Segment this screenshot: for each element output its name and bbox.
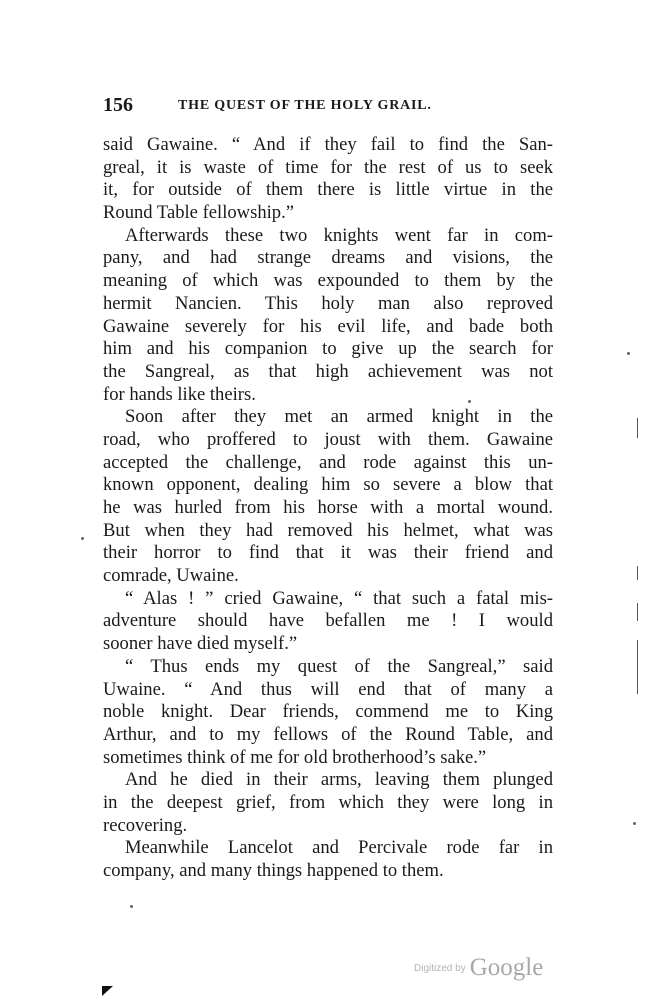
text-line: road, who proffered to joust with them. Gawaine: [103, 428, 553, 450]
speck: [130, 905, 133, 908]
page-number: 156: [103, 94, 133, 116]
body-text: [103, 134, 553, 883]
text-line: But when they had removed his helmet, what was: [103, 519, 553, 541]
text-line: “ Alas ! ” cried Gawaine, “ that such a fatal mis-: [125, 587, 553, 609]
text-line: sometimes think of me for old brotherhood’s sake.”: [103, 746, 487, 768]
text-line: Uwaine. “ And thus will end that of many a: [103, 678, 553, 700]
text-line: recovering.: [103, 814, 188, 836]
speck: [627, 352, 630, 355]
text-line: Round Table fellowship.”: [103, 202, 294, 224]
text-line: he was hurled from his horse with a mortal wound.: [103, 497, 553, 518]
text-line: him and his companion to give up the search for: [103, 338, 553, 360]
text-line: Gawaine severely for his evil life, and bade both: [103, 315, 553, 337]
text-line: pany, and had strange dreams and visions, the: [103, 247, 553, 269]
text-line: known opponent, dealing him so severe a blow that: [103, 474, 553, 496]
speck: [81, 537, 84, 540]
text-line: accepted the challenge, and rode against this un-: [103, 451, 553, 473]
margin-mark: [637, 566, 638, 580]
text-line: said Gawaine. “ And if they fail to find the San-: [103, 134, 553, 155]
text-line: the Sangreal, as that high achievement was not: [103, 360, 553, 382]
margin-mark: [637, 603, 638, 621]
speck: [633, 822, 636, 825]
margin-mark: [637, 418, 638, 438]
text-line: it, for outside of them there is little virtue in the: [103, 179, 553, 201]
google-logo: Google: [469, 954, 544, 981]
text-line: in the deepest grief, from which they were long in: [103, 791, 553, 813]
text-line: company, and many things happened to them.: [103, 860, 444, 881]
page-header: [103, 94, 553, 118]
text-line: hermit Nancien. This holy man also reproved: [103, 292, 553, 314]
digitized-by-google-watermark: [414, 954, 543, 982]
text-line: sooner have died myself.”: [103, 633, 298, 655]
text-line: And he died in their arms, leaving them plunged: [125, 769, 553, 791]
text-line: for hands like theirs.: [103, 383, 256, 405]
watermark-prefix: Digitized by: [414, 963, 466, 974]
running-title: THE QUEST OF THE HOLY GRAIL.: [178, 98, 432, 113]
text-line: Meanwhile Lancelot and Percivale rode far in: [125, 837, 553, 859]
text-line: “ Thus ends my quest of the Sangreal,” said: [125, 655, 553, 677]
text-line: Afterwards these two knights went far in com-: [125, 224, 553, 246]
text-line: Soon after they met an armed knight in the: [125, 406, 553, 428]
text-line: Arthur, and to my fellows of the Round Table, and: [103, 723, 553, 745]
text-line: adventure should have befallen me ! I would: [103, 610, 553, 632]
margin-mark: [637, 640, 638, 694]
text-line: noble knight. Dear friends, commend me to King: [103, 701, 553, 723]
text-line: greal, it is waste of time for the rest of us to seek: [103, 156, 553, 178]
speck: [468, 400, 471, 403]
text-line: meaning of which was expounded to them by the: [103, 270, 553, 292]
corner-triangle-icon: [102, 986, 113, 996]
text-line: their horror to find that it was their friend and: [103, 542, 553, 564]
text-line: comrade, Uwaine.: [103, 565, 239, 587]
